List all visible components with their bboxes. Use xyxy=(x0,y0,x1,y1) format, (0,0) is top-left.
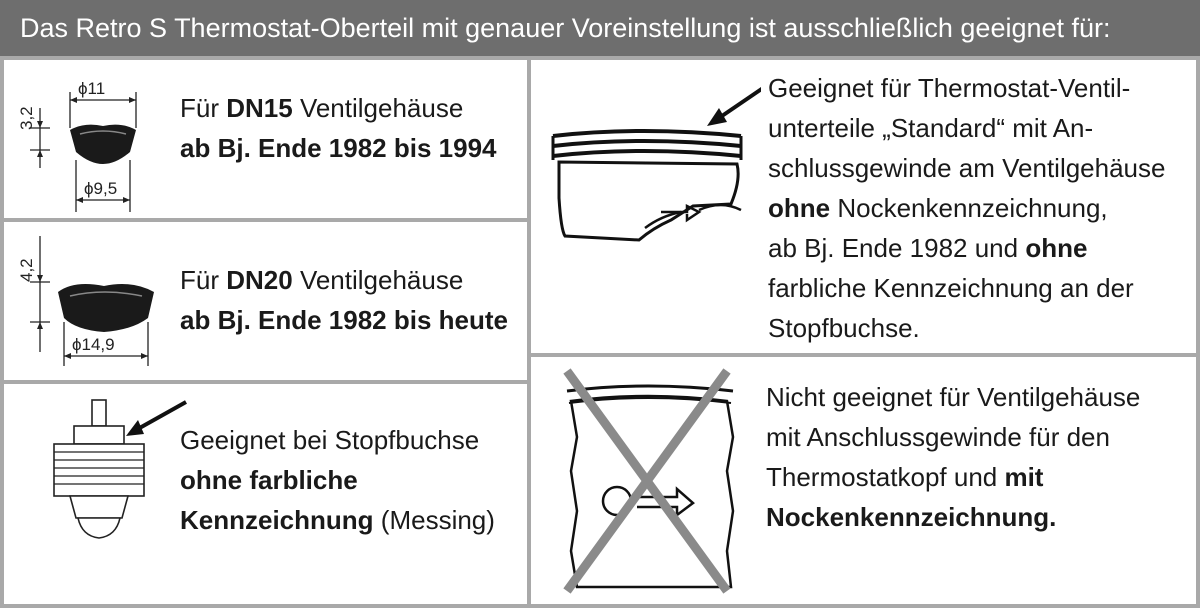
standard-valve-drawing xyxy=(541,80,761,280)
dn15-dim-bottom: ϕ9,5 xyxy=(84,179,118,198)
stopfbuchse-line3-suffix: (Messing) xyxy=(373,505,495,535)
dn15-insert-drawing xyxy=(4,60,174,218)
standard-line5-bold: ohne xyxy=(1025,233,1088,263)
nicht-geeignet-panel xyxy=(531,357,1196,604)
standard-line3: schlussgewinde am Ventilgehäuse xyxy=(768,153,1166,183)
standard-line7: Stopfbuchse. xyxy=(768,313,920,343)
dn20-insert-drawing xyxy=(4,222,174,380)
standard-line2: unterteile „Standard“ mit An- xyxy=(768,113,1094,143)
nicht-geeignet-text xyxy=(766,377,1140,537)
header-title: Das Retro S Thermostat-Oberteil mit genauer Voreinstellung ist ausschließlich geeignet für: xyxy=(0,0,1200,56)
nicht-line3-prefix: Thermostatkopf und xyxy=(766,462,1005,492)
standard-line4-bold: ohne xyxy=(768,193,831,223)
standard-line5-prefix: ab Bj. Ende 1982 und xyxy=(768,233,1026,263)
stopfbuchse-panel xyxy=(4,384,527,604)
dn15-years: ab Bj. Ende 1982 bis 1994 xyxy=(180,133,497,163)
dn20-line1-suffix: Ventilgehäuse xyxy=(292,265,464,295)
standard-line1: Geeignet für Thermostat-Ventil- xyxy=(768,73,1131,103)
dn15-dim-height: 3,2 xyxy=(17,106,36,130)
standard-line6: farbliche Kennzeichnung an der xyxy=(768,273,1134,303)
dn15-size: DN15 xyxy=(226,93,293,123)
dn15-text xyxy=(180,88,497,168)
dn15-line1-prefix: Für xyxy=(180,93,227,123)
standard-text xyxy=(768,68,1165,348)
dn15-panel xyxy=(4,60,527,218)
stopfbuchse-line2: ohne farbliche xyxy=(180,465,358,495)
dn20-line1-prefix: Für xyxy=(180,265,227,295)
dn15-dim-top: ϕ11 xyxy=(78,79,106,98)
nicht-line4-bold: Nockenkennzeichnung. xyxy=(766,502,1057,532)
dn15-line1-suffix: Ventilgehäuse xyxy=(292,93,464,123)
dn20-text xyxy=(180,260,508,340)
dn20-size: DN20 xyxy=(226,265,293,295)
dn20-dim-height: 4,2 xyxy=(17,258,36,282)
nicht-line2: mit Anschlussgewinde für den xyxy=(766,422,1110,452)
standard-panel xyxy=(531,60,1196,353)
nicht-line3-bold: mit xyxy=(1004,462,1044,492)
cam-valve-drawing xyxy=(547,361,757,601)
stopfbuchse-line1: Geeignet bei Stopfbuchse xyxy=(180,425,480,455)
dn20-dim-bottom: ϕ14,9 xyxy=(72,335,115,354)
dn20-years: ab Bj. Ende 1982 bis heute xyxy=(180,305,508,335)
standard-line4-suffix: Nockenkennzeichnung, xyxy=(830,193,1108,223)
nicht-line1: Nicht geeignet für Ventilgehäuse xyxy=(766,382,1141,412)
stopfbuchse-line3-bold: Kennzeichnung xyxy=(180,505,374,535)
dn20-panel xyxy=(4,222,527,380)
stopfbuchse-text xyxy=(180,420,495,540)
